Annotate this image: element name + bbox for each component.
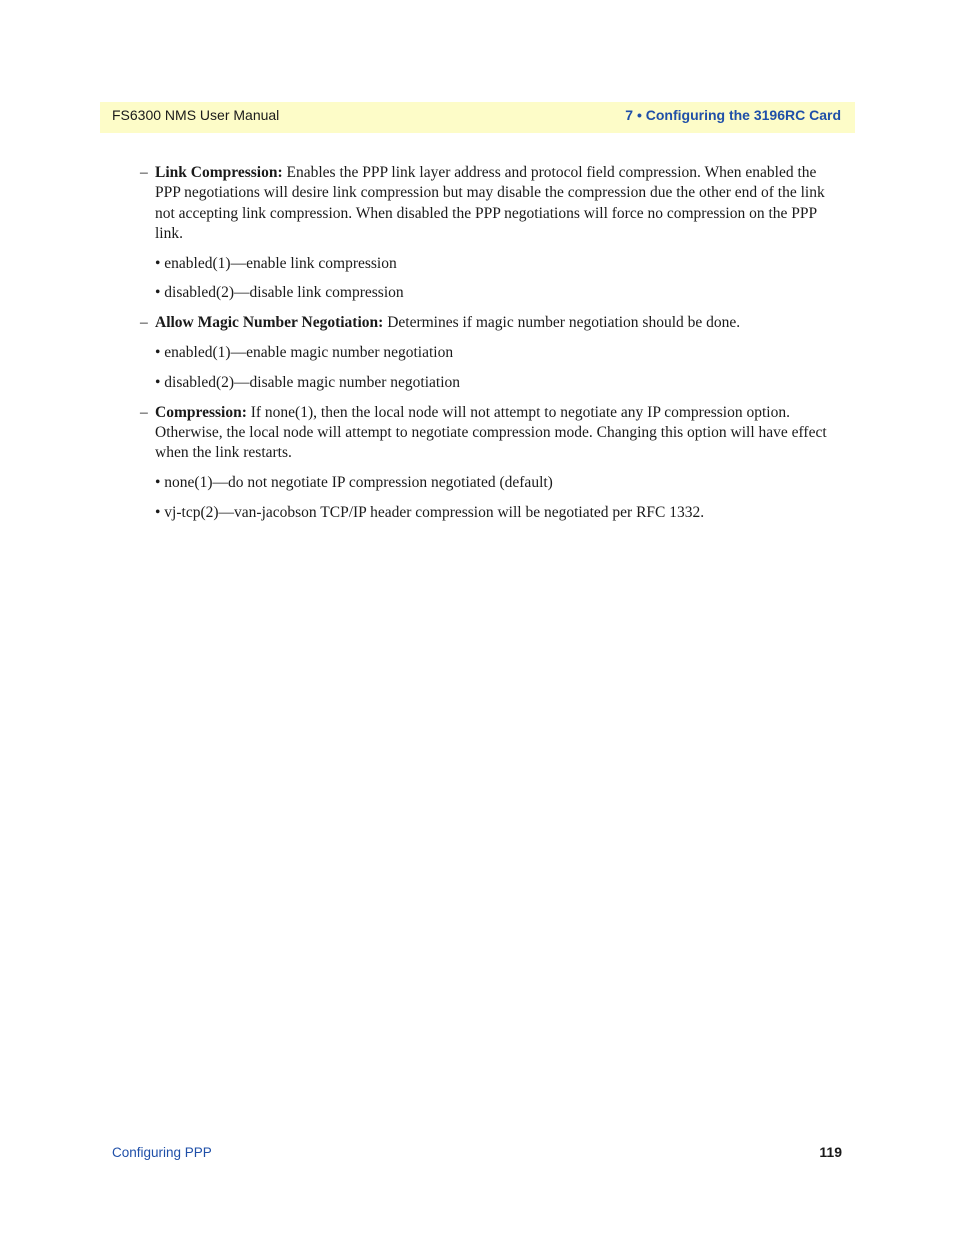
chapter-title: 7 • Configuring the 3196RC Card <box>625 107 841 123</box>
dash-marker: – <box>140 164 148 181</box>
manual-title: FS6300 NMS User Manual <box>112 107 280 123</box>
dash-marker: – <box>140 314 148 332</box>
body-content <box>140 163 840 523</box>
definition: Enables the PPP link layer address and protocol field compression. When enabled the PPP negotiations will desire link compression but may disable the compression due the other end of the link not accepting link compression. When disabled the PPP negotiations will force no compression on the PPP link. <box>155 164 825 242</box>
definition-item-compression <box>140 403 840 464</box>
dash-marker: – <box>140 403 148 421</box>
definition: If none(1), then the local node will not attempt to negotiate any IP compression option. Otherwise, the local node will attempt to negotiate compression mode. Changing this option will have effect when the link restarts. <box>155 403 827 462</box>
bullet-item: • enabled(1)—enable link compression <box>155 254 397 272</box>
term: Allow Magic Number Negotiation: <box>155 314 384 332</box>
definition-item-link-compression <box>140 163 840 244</box>
bullet-item: • none(1)—do not negotiate IP compression negotiated (default) <box>155 474 553 492</box>
bullet-item: • disabled(2)—disable link compression <box>155 284 404 302</box>
bullet-item: • vj-tcp(2)—van-jacobson TCP/IP header compression will be negotiated per RFC 1332. <box>155 503 705 521</box>
definition-item-magic-number <box>140 313 840 333</box>
bullet-item: • disabled(2)—disable magic number negotiation <box>155 373 461 391</box>
footer-section-title: Configuring PPP <box>112 1145 212 1160</box>
definition: Determines if magic number negotiation should be done. <box>383 314 741 332</box>
term: Compression: <box>155 403 247 421</box>
running-header <box>100 102 855 133</box>
term: Link Compression: <box>155 164 283 181</box>
page-number: 119 <box>819 1144 842 1160</box>
bullet-item: • enabled(1)—enable magic number negotiation <box>155 344 454 362</box>
